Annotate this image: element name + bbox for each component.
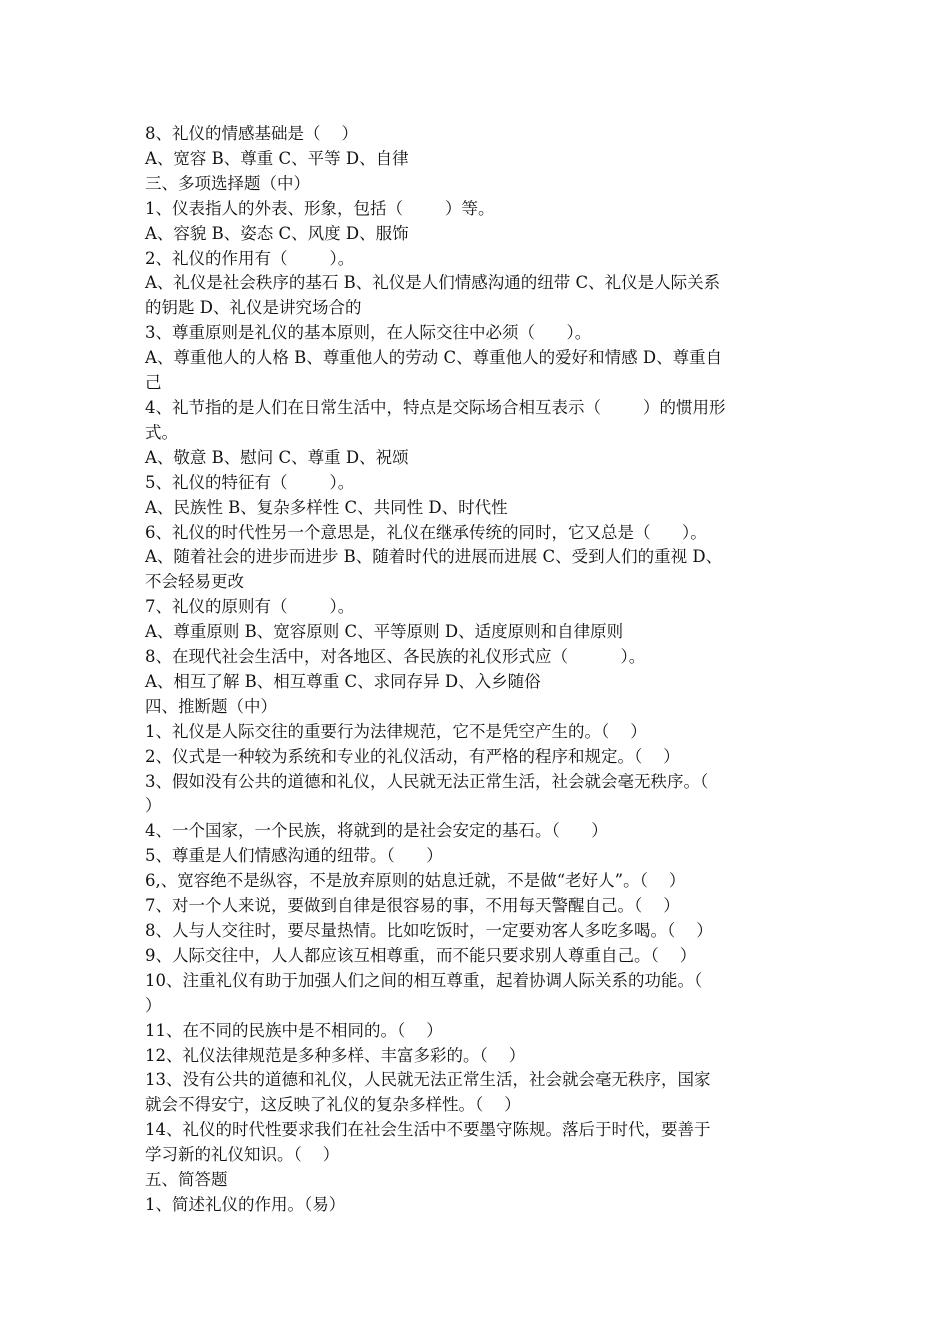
mc-question-3-stem: 3、尊重原则是礼仪的基本原则，在人际交往中必须（ ）。: [145, 323, 592, 343]
mc-question-8-options: A、相互了解 B、相互尊重 C、求同存异 D、入乡随俗: [145, 671, 541, 691]
judgement-item-10: 10、注重礼仪有助于加强人们之间的相互尊重，起着协调人际关系的功能。（: [145, 970, 703, 990]
mc-question-1-options: A、容貌 B、姿态 C、风度 D、服饰: [145, 223, 409, 243]
judgement-item-7: 7、对一个人来说，要做到自律是很容易的事，不用每天警醒自己。（ ）: [145, 896, 680, 916]
question-8-stem: 8、礼仪的情感基础是（ ）: [145, 124, 358, 143]
judgement-item-6: 6,、宽容绝不是纵容，不是放弃原则的姑息迁就，不是做“老好人”。（ ）: [145, 871, 686, 891]
mc-question-2-options: A、礼仪是社会秩序的基石 B、礼仪是人们情感沟通的纽带 C、礼仪是人际关系: [145, 273, 721, 293]
mc-question-6-options-cont: 不会轻易更改: [145, 572, 244, 592]
judgement-item-13: 13、没有公共的道德和礼仪，人民就无法正常生活，社会就会毫无秩序，国家: [145, 1070, 711, 1090]
question-8-options: A、宽容 B、尊重 C、平等 D、自律: [145, 148, 409, 168]
judgement-item-8: 8、人与人交往时，要尽量热情。比如吃饭时，一定要劝客人多吃多喝。（ ）: [145, 921, 713, 940]
mc-question-4-stem: 4、礼节指的是人们在日常生活中，特点是交际场合相互表示（ ）的惯用形: [145, 397, 726, 417]
judgement-item-9: 9、人际交往中，人人都应该互相尊重，而不能只要求别人尊重自己。（ ）: [145, 945, 697, 965]
judgement-item-13-cont: 就会不得安宁，这反映了礼仪的复杂多样性。（ ）: [145, 1095, 521, 1115]
mc-question-5-stem: 5、礼仪的特征有（ ）。: [145, 472, 355, 492]
mc-question-5-options: A、民族性 B、复杂多样性 C、共同性 D、时代性: [145, 497, 508, 517]
judgement-item-2: 2、仪式是一种较为系统和专业的礼仪活动，有严格的程序和规定。（ ）: [145, 746, 680, 766]
mc-question-4-options: A、敬意 B、慰问 C、尊重 D、祝颂: [145, 447, 409, 467]
mc-question-8-stem: 8、在现代社会生活中，对各地区、各民族的礼仪形式应（ ）。: [145, 647, 646, 667]
mc-question-2-stem: 2、礼仪的作用有（ ）。: [145, 248, 355, 268]
judgement-item-14: 14、礼仪的时代性要求我们在社会生活中不要墨守陈规。落后于时代，要善于: [145, 1120, 711, 1140]
mc-question-7-stem: 7、礼仪的原则有（ ）。: [145, 597, 355, 617]
mc-question-3-options: A、尊重他人的人格 B、尊重他人的劳动 C、尊重他人的爱好和情感 D、尊重自: [145, 348, 723, 368]
section-heading-judgement: 四、推断题（中）: [145, 696, 277, 716]
judgement-item-1: 1、礼仪是人际交往的重要行为法律规范，它不是凭空产生的。（ ）: [145, 721, 647, 741]
mc-question-6-options: A、随着社会的进步而进步 B、随着时代的进展而进展 C、受到人们的重视 D、: [145, 547, 723, 567]
judgement-item-4: 4、一个国家，一个民族，将就到的是社会安定的基石。（ ）: [145, 821, 608, 841]
mc-question-2-options-cont: 的钥匙 D、礼仪是讲究场合的: [145, 298, 362, 318]
judgement-item-14-cont: 学习新的礼仪知识。（ ）: [145, 1145, 340, 1165]
judgement-item-5: 5、尊重是人们情感沟通的纽带。（ ）: [145, 846, 443, 866]
mc-question-1-stem: 1、仪表指人的外表、形象，包括（ ）等。: [145, 198, 495, 218]
mc-question-7-options: A、尊重原则 B、宽容原则 C、平等原则 D、适度原则和自律原则: [145, 622, 624, 642]
judgement-item-12: 12、礼仪法律规范是多种多样、丰富多彩的。（ ）: [145, 1045, 526, 1065]
judgement-item-3: 3、假如没有公共的道德和礼仪，人民就无法正常生活，社会就会毫无秩序。（: [145, 771, 709, 791]
judgement-item-3-cont: ）: [145, 796, 162, 816]
mc-question-6-stem: 6、礼仪的时代性另一个意思是，礼仪在继承传统的同时，它又总是（ ）。: [145, 522, 707, 542]
short-answer-question-1: 1、简述礼仪的作用。（易）: [145, 1194, 346, 1214]
mc-question-4-stem-cont: 式。: [145, 422, 178, 442]
section-heading-short-answer: 五、简答题: [145, 1170, 228, 1190]
judgement-item-11: 11、在不同的民族中是不相同的。（ ）: [145, 1020, 443, 1040]
mc-question-3-options-cont: 己: [145, 373, 162, 393]
document-page: [145, 122, 810, 1218]
judgement-item-10-cont: ）: [145, 995, 162, 1015]
section-heading-multiple-choice: 三、多项选择题（中）: [145, 173, 310, 193]
